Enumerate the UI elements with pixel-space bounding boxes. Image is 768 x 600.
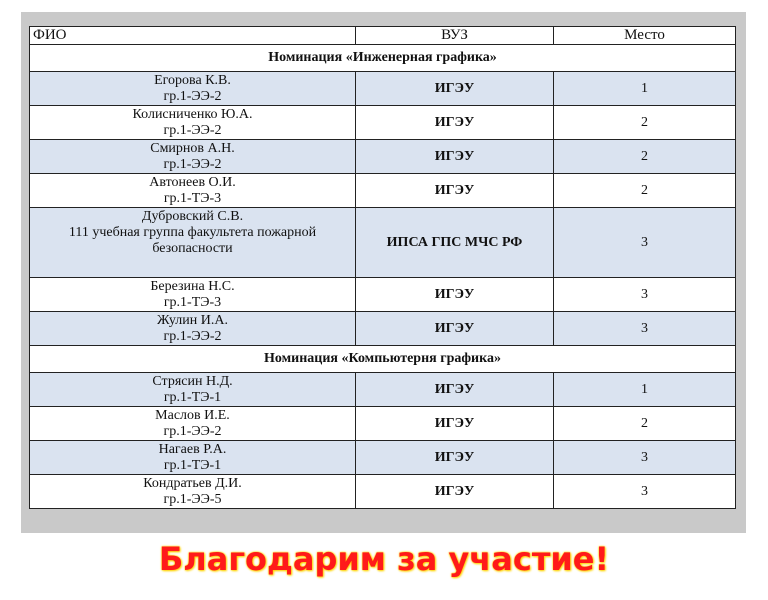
vuz-cell: ИГЭУ [356,475,554,509]
participant-group: гр.1-ТЭ-3 [163,190,222,206]
fio-cell [30,208,356,278]
place-cell: 3 [554,278,736,312]
participant-group: гр.1-ЭЭ-2 [163,328,222,344]
table-body [30,45,736,509]
table-row [30,441,736,475]
place-cell: 1 [554,72,736,106]
table-row [30,140,736,174]
participant-name: Егорова К.В. [154,72,231,88]
table-row [30,407,736,441]
participant-group: гр.1-ТЭ-3 [163,294,222,310]
place-cell: 2 [554,106,736,140]
participant-group: гр.1-ЭЭ-5 [163,491,222,507]
participant-name: Стрясин Н.Д. [152,373,233,389]
fio-cell [30,312,356,346]
participant-group: 111 учебная группа факультета пожарной безопасности [68,225,317,256]
place-cell: 2 [554,140,736,174]
nomination-title: Номинация «Компьютерня графика» [30,346,736,373]
thanks-banner: Благодарим за участие! [158,540,610,578]
participant-group: гр.1-ЭЭ-2 [163,156,222,172]
header-vuz: ВУЗ [356,27,554,45]
table-row [30,373,736,407]
participant-name: Березина Н.С. [150,278,235,294]
table-header-row [30,27,736,45]
fio-cell [30,475,356,509]
participant-name: Колисниченко Ю.А. [132,106,253,122]
place-cell: 3 [554,208,736,278]
vuz-cell: ИПСА ГПС МЧС РФ [356,208,554,278]
participant-group: гр.1-ЭЭ-2 [163,423,222,439]
fio-cell [30,106,356,140]
fio-cell [30,174,356,208]
nomination-row [30,346,736,373]
table-row [30,72,736,106]
participant-name: Смирнов А.Н. [150,140,235,156]
vuz-cell: ИГЭУ [356,312,554,346]
header-fio: ФИО [30,27,356,45]
participant-group: гр.1-ЭЭ-2 [163,88,222,104]
participant-name: Жулин И.А. [157,312,228,328]
participant-name: Маслов И.Е. [155,407,230,423]
fio-cell [30,441,356,475]
table-row [30,312,736,346]
participant-group: гр.1-ЭЭ-2 [163,122,222,138]
header-place: Место [554,27,736,45]
place-cell: 2 [554,174,736,208]
participant-name: Дубровский С.В. [141,209,244,224]
participant-group: гр.1-ТЭ-1 [163,389,222,405]
participant-group: гр.1-ТЭ-1 [163,457,222,473]
place-cell: 2 [554,407,736,441]
table-row [30,174,736,208]
place-cell: 3 [554,312,736,346]
participant-name: Кондратьев Д.И. [143,475,242,491]
fio-cell [30,373,356,407]
vuz-cell: ИГЭУ [356,106,554,140]
place-cell: 3 [554,441,736,475]
vuz-cell: ИГЭУ [356,407,554,441]
participant-name: Нагаев Р.А. [158,441,227,457]
place-cell: 3 [554,475,736,509]
vuz-cell: ИГЭУ [356,373,554,407]
table-row [30,475,736,509]
fio-cell [30,407,356,441]
nomination-title: Номинация «Инженерная графика» [30,45,736,72]
table-row [30,278,736,312]
table-row [30,106,736,140]
vuz-cell: ИГЭУ [356,441,554,475]
participant-name: Автонеев О.И. [149,174,236,190]
vuz-cell: ИГЭУ [356,278,554,312]
vuz-cell: ИГЭУ [356,174,554,208]
nomination-row [30,45,736,72]
results-table-frame [21,12,746,533]
place-cell: 1 [554,373,736,407]
fio-cell [30,140,356,174]
vuz-cell: ИГЭУ [356,72,554,106]
fio-cell [30,278,356,312]
table-row [30,208,736,278]
vuz-cell: ИГЭУ [356,140,554,174]
fio-cell [30,72,356,106]
results-table [29,26,736,509]
